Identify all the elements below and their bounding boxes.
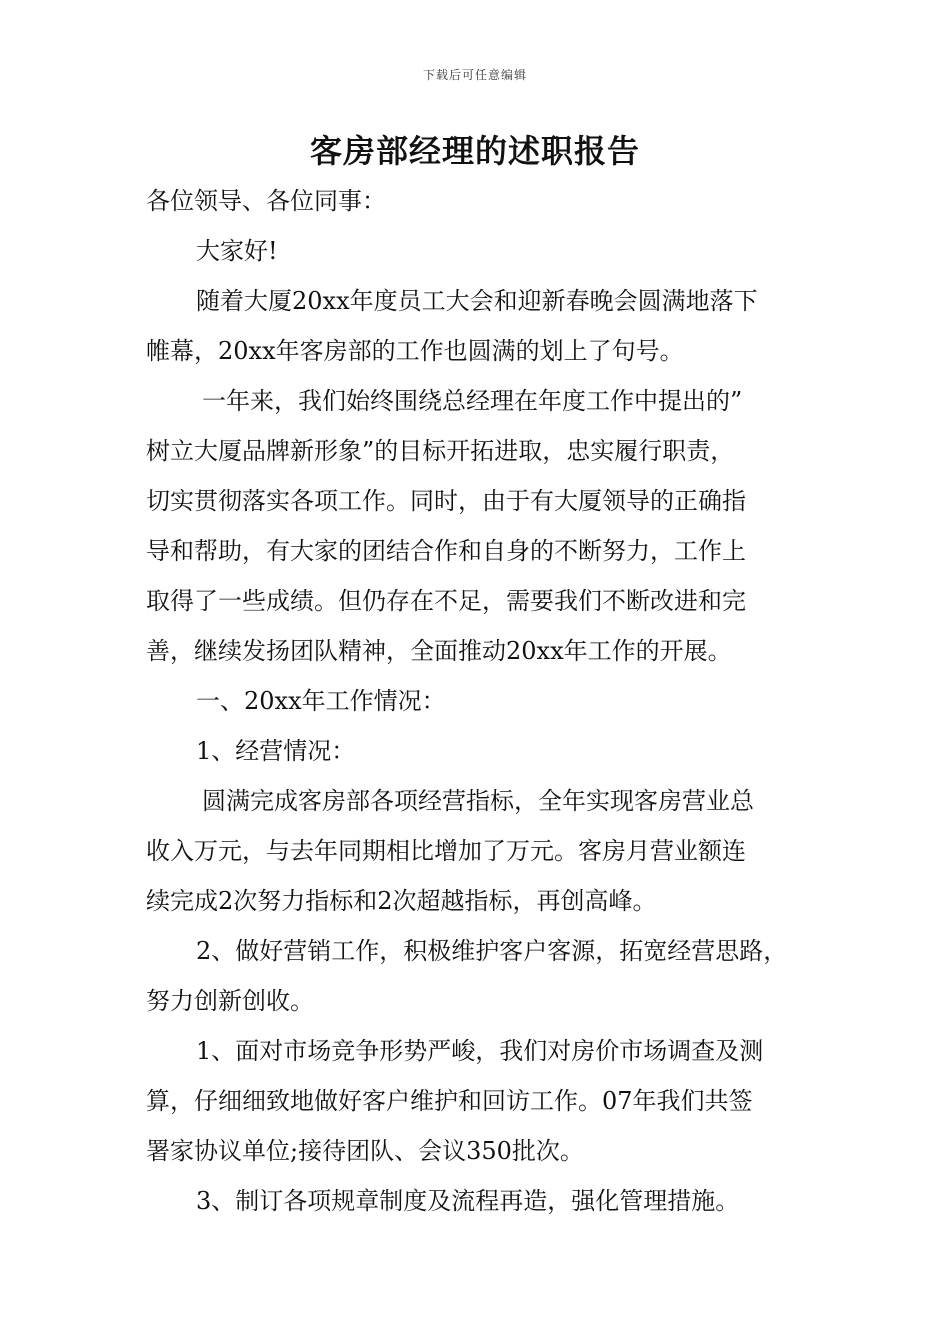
body-line: 圆满完成客房部各项经营指标，全年实现客房营业总 [202, 787, 754, 815]
body-line: 署家协议单位;接待团队、会议350批次。 [146, 1137, 584, 1165]
body-line: 取得了一些成绩。但仍存在不足，需要我们不断改进和完 [146, 587, 746, 615]
document-body [146, 176, 822, 1226]
document-title: 客房部经理的述职报告 [309, 132, 640, 170]
body-line: 树立大厦品牌新形象”的目标开拓进取，忠实履行职责， [146, 437, 735, 465]
subsection-heading: 3、制订各项规章制度及流程再造，强化管理措施。 [196, 1187, 740, 1215]
body-line: 1、面对市场竞争形势严峻，我们对房价市场调查及测 [196, 1037, 764, 1065]
body-line: 续完成2次努力指标和2次超越指标，再创高峰。 [146, 887, 657, 915]
body-line: 帷幕，20xx年客房部的工作也圆满的划上了句号。 [146, 337, 684, 365]
section-heading: 一、20xx年工作情况： [196, 687, 446, 715]
subsection-heading: 2、做好营销工作，积极维护客户客源，拓宽经营思路， [196, 937, 788, 965]
body-line: 大家好! [196, 237, 278, 265]
body-line: 善，继续发扬团队精神，全面推动20xx年工作的开展。 [146, 637, 732, 665]
body-line: 各位领导、各位同事： [146, 187, 386, 215]
body-line: 算，仔细细致地做好客户维护和回访工作。07年我们共签 [146, 1087, 753, 1115]
body-line: 切实贯彻落实各项工作。同时，由于有大厦领导的正确指 [146, 487, 746, 515]
page-header-note: 下载后可任意编辑 [422, 68, 527, 82]
body-line: 导和帮助，有大家的团结合作和自身的不断努力，工作上 [146, 537, 746, 565]
body-line: 努力创新创收。 [146, 987, 314, 1015]
body-line: 收入万元，与去年同期相比增加了万元。客房月营业额连 [146, 837, 746, 865]
body-line: 一年来，我们始终围绕总经理在年度工作中提出的” [202, 387, 743, 415]
body-line: 随着大厦20xx年度员工大会和迎新春晚会圆满地落下 [196, 287, 758, 315]
subsection-heading: 1、经营情况： [196, 737, 356, 765]
